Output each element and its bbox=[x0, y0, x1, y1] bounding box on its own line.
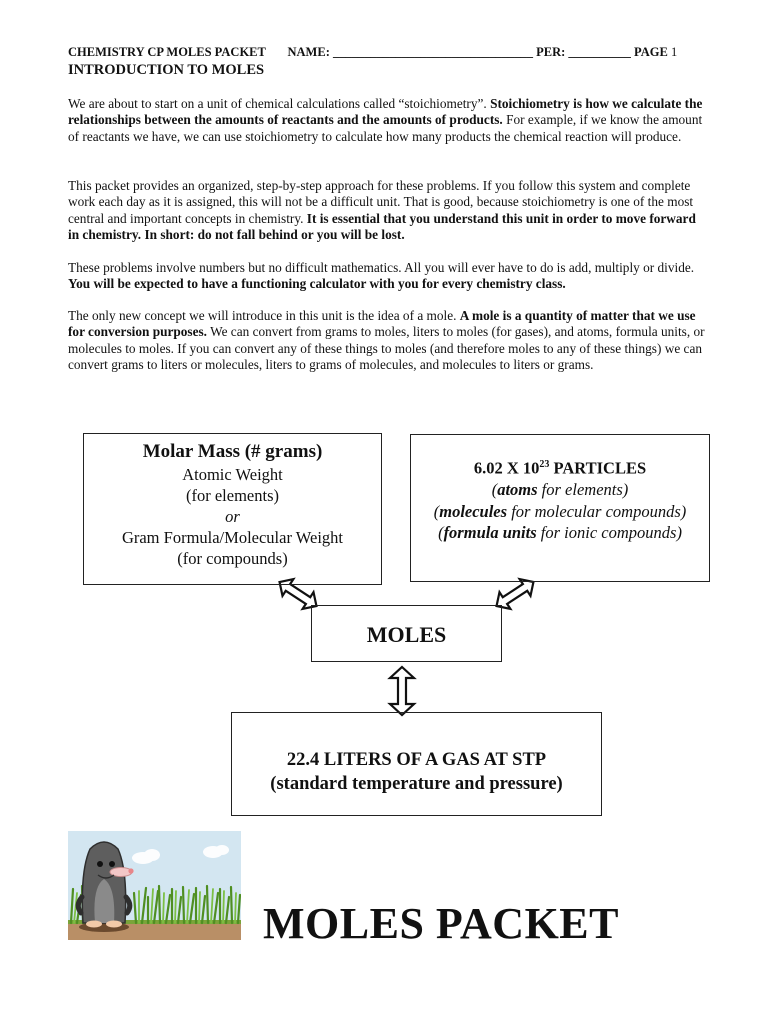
p4-text-c: We can convert from grams to moles, liters to moles (for gases), and atoms, formula units, or molecules to moles. If you can convert any of these things to moles (and therefore moles to any of these things) we can convert grams to liters or molecules, liters to grams of molecules, and molecules to liters or grams. bbox=[68, 324, 705, 373]
section-title: INTRODUCTION TO MOLES bbox=[68, 62, 265, 78]
p2-text-a: This packet provides an organized, step-by-step approach for these problems. If you follow this system and complete work each day as it is assigned, this will not be a difficult unit. That is good, because stoichiometry is one of the most central and important concepts in chemistry. bbox=[68, 178, 694, 226]
particles-title bbox=[411, 454, 709, 479]
p1-emphasis: Stoichiometry is how we calculate the relationships between the amounts of reactants and the amounts of products. bbox=[68, 96, 703, 128]
moles-box bbox=[311, 605, 502, 662]
p4-emphasis: A mole is a quantity of matter that we use for conversion purposes. bbox=[68, 308, 696, 340]
avogadro-exponent: 23 bbox=[539, 459, 550, 470]
period-field: PER: __________ bbox=[536, 45, 631, 59]
packet-title: CHEMISTRY CP MOLES PACKET bbox=[68, 45, 266, 59]
molar-mass-line4: Gram Formula/Molecular Weight bbox=[121, 528, 344, 547]
avogadro-base: 6.02 X 10 bbox=[473, 458, 540, 478]
liters-line1: 22.4 LITERS OF A GAS AT STP bbox=[286, 750, 547, 770]
p1-text-c: For example, if we know the amount of reactants we have, we can use stoichiometry to calculate how many products the chemical reaction will produce. bbox=[68, 112, 703, 144]
p4-text-a: The only new concept we will introduce in this unit is the idea of a mole. bbox=[68, 308, 460, 323]
p1-text-a: We are about to start on a unit of chemical calculations called “stoichiometry”. bbox=[68, 96, 491, 111]
name-field: NAME: ________________________________ bbox=[287, 45, 533, 59]
moles-packet-title: MOLES PACKET bbox=[263, 899, 620, 948]
cartoon-mole-image bbox=[68, 831, 241, 940]
double-arrow-vertical bbox=[390, 667, 414, 715]
p3-text-a: These problems involve numbers but no difficult mathematics. All you will ever have to do is add, multiply or divide. bbox=[68, 260, 695, 275]
molar-mass-line5: (for compounds) bbox=[177, 549, 288, 568]
particles-formula-units-line: (formula units for ionic compounds) bbox=[438, 523, 682, 542]
page-label: PAGE bbox=[634, 45, 668, 59]
page-number: 1 bbox=[670, 45, 678, 59]
molar-mass-or: or bbox=[225, 507, 240, 526]
molar-mass-title: Molar Mass (# grams) bbox=[142, 441, 323, 462]
molar-mass-line2: (for elements) bbox=[186, 486, 279, 505]
particles-box bbox=[410, 434, 710, 582]
liters-line2: (standard temperature and pressure) bbox=[270, 774, 563, 794]
particles-molecules-line: (molecules for molecular compounds) bbox=[433, 501, 687, 521]
particles-atoms-line: (atoms for elements) bbox=[491, 480, 629, 499]
molar-mass-box bbox=[83, 433, 382, 585]
p3-emphasis: You will be expected to have a functioning calculator with you for every chemistry class. bbox=[68, 276, 566, 292]
particles-word: PARTICLES bbox=[549, 458, 647, 478]
liters-box bbox=[231, 712, 602, 816]
molar-mass-line1: Atomic Weight bbox=[182, 465, 283, 484]
p2-emphasis: It is essential that you understand this unit in order to move forward in chemistry. In short: do not fall behind or you will be lost. bbox=[68, 210, 696, 243]
moles-label: MOLES bbox=[366, 622, 447, 647]
